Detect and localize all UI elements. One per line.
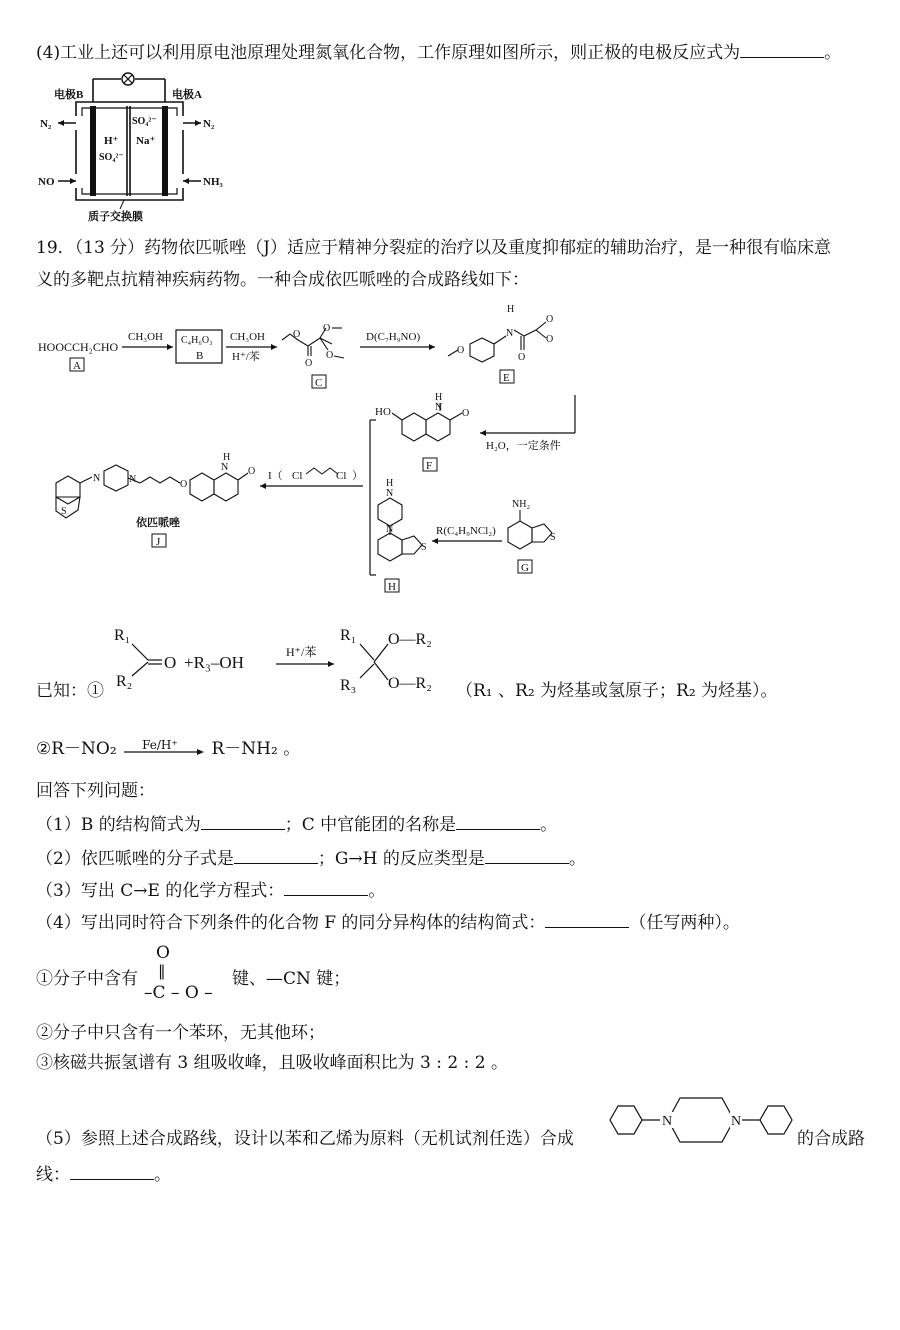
- question-2b: ；G→H 的反应类型是: [317, 849, 485, 869]
- answer-blank: [70, 1178, 154, 1180]
- diazacycle-ring: [668, 1098, 734, 1142]
- answer-blank: [545, 926, 629, 928]
- svg-text:N: N: [386, 488, 394, 499]
- question-4-text: （4）写出同时符合下列条件的化合物 F 的同分异构体的结构简式：: [36, 913, 546, 933]
- j-name: 依匹哌唑: [136, 517, 180, 529]
- synthesis-route: [30, 300, 590, 610]
- ion-h-plus: H⁺: [104, 135, 119, 147]
- questions-intro: 回答下列问题：: [36, 781, 155, 801]
- svg-text:O: O: [546, 314, 554, 325]
- known-r1: R₁: [114, 627, 131, 644]
- svg-text:O: O: [180, 479, 188, 490]
- answer-blank: [485, 862, 569, 864]
- question-4-tail: （任写两种）。: [629, 913, 740, 933]
- electrode-a-label: 电极A: [172, 89, 202, 101]
- electrode-b: [90, 106, 96, 196]
- svg-text:O: O: [323, 323, 331, 334]
- svg-text:S: S: [550, 532, 556, 543]
- question-5a: （5）参照上述合成路线，设计以苯和乙烯为原料（无机试剂任选）合成: [36, 1129, 574, 1149]
- known-product-r1: R₁: [340, 627, 357, 644]
- compound-b-formula: C₄H₆O₃: [181, 335, 213, 346]
- reagent-i-cl1: Cl: [292, 470, 303, 482]
- question-2a: （2）依匹哌唑的分子式是: [36, 849, 234, 869]
- n2-outlet-right: N₂: [203, 118, 215, 130]
- period: 。: [568, 849, 586, 869]
- question-3: [36, 880, 385, 902]
- g-nh2: NH₂: [512, 499, 530, 510]
- ion-sulfate-right: SO₄²⁻: [132, 116, 157, 127]
- question-2: [36, 848, 586, 870]
- known-o: O: [164, 653, 177, 672]
- svg-text:O: O: [293, 329, 301, 340]
- svg-text:N: N: [386, 524, 394, 535]
- svg-text:O: O: [326, 350, 334, 361]
- svg-text:N: N: [129, 474, 137, 485]
- known-product-r3: R₃: [340, 677, 357, 694]
- electrode-a: [162, 106, 168, 196]
- ion-sulfate-left: SO₄²⁻: [99, 152, 124, 163]
- question-5c-text: 线：: [36, 1165, 70, 1185]
- svg-text:H: H: [386, 478, 394, 489]
- question-1: [36, 814, 557, 836]
- condition-h-benzene: H⁺/苯: [232, 351, 260, 363]
- compound-g-structure: [508, 510, 552, 549]
- question-5b: 的合成路: [797, 1129, 865, 1149]
- phenyl-ring-left: [610, 1106, 642, 1134]
- phenyl-ring-right: [760, 1106, 792, 1134]
- no-inlet: NO: [38, 176, 55, 188]
- period: 。: [368, 881, 386, 901]
- reagent-ch3oh-2: CH₃OH: [230, 331, 266, 343]
- label-f: F: [426, 460, 433, 472]
- question-19-line2: 义的多靶点抗精神疾病药物。一种合成依匹哌唑的合成路线如下：: [36, 270, 529, 290]
- known-prefix: 已知：①: [36, 681, 104, 701]
- label-b: B: [196, 350, 204, 362]
- answer-blank: [456, 828, 540, 830]
- known-product-or2-top: O—R₂: [388, 631, 432, 648]
- period: 。: [824, 43, 842, 63]
- condition-f: H₂O，一定条件: [486, 440, 561, 452]
- svg-text:S: S: [421, 542, 427, 553]
- galvanic-cell-diagram: [38, 72, 238, 222]
- svg-text:H: H: [435, 392, 443, 403]
- rule2-condition: Fe/H⁺: [142, 738, 178, 752]
- nh3-inlet: NH₃: [203, 176, 223, 188]
- question-1a: （1）B 的结构简式为: [36, 815, 201, 835]
- rule2-right: R－NH₂ 。: [211, 739, 301, 759]
- label-h: H: [388, 581, 396, 593]
- j-s: S: [61, 506, 67, 517]
- reagent-i-close: ）: [352, 470, 363, 482]
- svg-text:N: N: [435, 402, 443, 413]
- reagent-r: R(C₄H₉NCl₂): [436, 525, 496, 537]
- compound-a-formula: HOOCCH₂CHO: [38, 340, 119, 354]
- compound-f-structure: [392, 403, 462, 441]
- known-product-or2-bottom: O—R₂: [388, 675, 432, 692]
- question-18-4-text: (4)工业上还可以利用原电池原理处理氮氧化合物，工作原理如图所示，则正极的电极反应式为: [36, 43, 741, 63]
- rule2-left: ②R－NO₂: [36, 739, 117, 759]
- condition-2: ②分子中只含有一个苯环，无其他环；: [36, 1023, 325, 1043]
- target-molecule: [600, 1090, 800, 1150]
- known-r2: R₂: [116, 673, 133, 690]
- n2-outlet-left: N₂: [40, 118, 52, 130]
- svg-text:H: H: [223, 452, 231, 463]
- ester-group: –C – O –: [144, 983, 213, 1003]
- svg-text:O: O: [305, 358, 313, 369]
- answer-blank: [284, 894, 368, 896]
- ion-na-plus: Na⁺: [136, 135, 156, 147]
- reagent-i-cl2: Cl: [336, 470, 347, 482]
- reagent-ch3oh-1: CH₃OH: [128, 331, 164, 343]
- period: 。: [154, 1165, 171, 1185]
- answer-blank: [740, 56, 824, 58]
- question-4: [36, 912, 740, 934]
- label-c: C: [315, 377, 323, 389]
- label-e: E: [503, 372, 510, 384]
- compound-j-structure: [56, 465, 248, 518]
- known-reaction-1: [108, 622, 468, 702]
- question-19-line1: 19．（13 分）药物依匹哌唑（J）适应于精神分裂症的治疗以及重度抑郁症的辅助治疗，是一种很有临床意: [36, 238, 831, 258]
- known-rule-2: [36, 738, 300, 760]
- f-ho: HO: [375, 406, 391, 418]
- answer-blank: [234, 862, 318, 864]
- membrane-label: 质子交换膜: [88, 211, 143, 222]
- e-h: H: [507, 304, 515, 315]
- known-condition: H⁺/苯: [286, 645, 317, 659]
- e-n: N: [506, 328, 514, 339]
- known-note: （R₁ 、R₂ 为烃基或氢原子；R₂ 为烃基）。: [456, 681, 778, 701]
- compound-h-structure: [378, 498, 422, 561]
- label-g: G: [521, 562, 529, 574]
- condition-1-suffix: 键、—CN 键；: [232, 969, 351, 989]
- answer-blank: [201, 828, 285, 830]
- ring-n-right: N: [731, 1114, 742, 1129]
- question-5c: [36, 1164, 171, 1186]
- question-1b: ；C 中官能团的名称是: [284, 815, 457, 835]
- rule2-arrow: [122, 738, 206, 760]
- electrode-b-label: 电极B: [54, 89, 84, 101]
- svg-text:O: O: [546, 334, 554, 345]
- question-18-4: [36, 42, 841, 64]
- ester-o: O: [156, 943, 170, 963]
- svg-text:N: N: [221, 462, 229, 473]
- period: 。: [540, 815, 558, 835]
- label-j: J: [156, 536, 161, 548]
- svg-text:O: O: [248, 466, 256, 477]
- label-a: A: [73, 360, 81, 372]
- reagent-d: D(C₇H₉NO): [366, 331, 421, 343]
- svg-text:O: O: [457, 345, 465, 356]
- reagent-i: I（: [268, 470, 283, 482]
- question-3-text: （3）写出 C→E 的化学方程式：: [36, 881, 285, 901]
- condition-3: ③核磁共振氢谱有 3 组吸收峰，且吸收峰面积比为 3 : 2 : 2 。: [36, 1053, 508, 1073]
- ester-double-bond: ‖: [158, 962, 166, 980]
- compound-e-structure: [448, 322, 546, 362]
- svg-text:N: N: [93, 473, 101, 484]
- svg-text:O: O: [462, 408, 470, 419]
- ring-n-left: N: [662, 1114, 673, 1129]
- compound-c-structure: [282, 328, 344, 358]
- known-plus-r3oh: +R₃‒OH: [184, 653, 244, 672]
- svg-text:O: O: [518, 352, 526, 363]
- condition-1-prefix: ①分子中含有: [36, 969, 138, 989]
